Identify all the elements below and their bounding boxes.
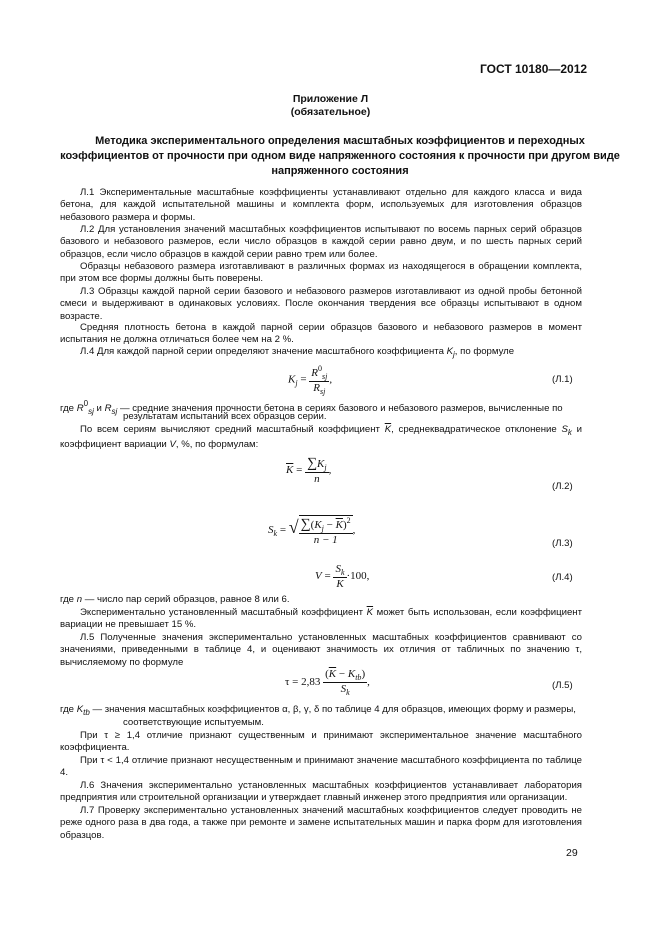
f2-n: n <box>314 473 320 485</box>
f4-100: ·100, <box>346 570 370 583</box>
f5-kk: k <box>346 688 350 697</box>
f3-j: j <box>321 524 324 533</box>
sqrt-icon: √ <box>288 517 299 538</box>
f5-comma: , <box>367 676 370 689</box>
f3-s: S <box>268 524 274 537</box>
f2-j: j <box>324 463 327 472</box>
paragraph-experimental <box>60 607 582 632</box>
f5-num: $(\overline{K} - K_{tb})$ <box>325 668 366 682</box>
f1-fraction <box>309 364 329 396</box>
w2-n: n <box>76 594 83 605</box>
where-l1-cont: результатам испытаний всех образцов серии. <box>123 411 327 422</box>
f4-s: S <box>335 563 341 575</box>
f1-r: R <box>313 382 321 394</box>
w3-k: K <box>76 704 84 715</box>
w2-a: где <box>60 594 75 605</box>
w1-text: — средние значения прочности бетона в сериях базового и небазового размеров, вычисленные по <box>119 403 563 414</box>
j-subscript: j <box>453 350 455 359</box>
w3-tb: tb <box>83 708 90 717</box>
l4-lead: Л.4 Для каждой парной серии определяют значение масштабного коэффициента <box>80 346 444 357</box>
p7-kbar: $\overline{K}$ <box>384 424 392 435</box>
f2-eq: = <box>296 464 303 477</box>
paragraph-tau-lt: При τ < 1,4 отличие признают несущественным и принимают значение масштабного коэффициента по таблице 4. <box>60 755 582 779</box>
p7-s: S <box>561 424 568 435</box>
f1-sj0: sj <box>322 372 328 381</box>
f2-k: K <box>317 458 325 470</box>
paragraph-l4 <box>60 346 582 361</box>
paragraph-l3: Л.3 Образцы каждой парной серии базового и небазового размеров изготавливают из одной пробы бетонной смеси и выдерживают в одинаковых условиях. После окончания твердения все образцы испытывают в одном возрасте. <box>60 286 582 322</box>
f2-sum: ∑ <box>307 456 318 471</box>
f3-den: n − 1 <box>313 534 338 546</box>
formula-l4 <box>315 563 369 590</box>
f1-r0: R <box>311 367 319 379</box>
f1-j: j <box>295 378 298 388</box>
annex-title: Приложение Л <box>292 93 369 105</box>
f3-comma: , <box>352 524 356 537</box>
f1-num <box>309 364 329 382</box>
w2-text: — число пар серий образцов, равное 8 или 6. <box>84 594 290 605</box>
page-number: 29 <box>566 847 578 859</box>
formula-l5 <box>285 668 370 697</box>
f2-kbar: $\overline{K}$ <box>286 464 294 477</box>
paragraph-density: Средняя плотность бетона в каждой парной серии образцов базового и небазового размеров в момент испытания не должна отличаться более чем на 2 %. <box>60 322 582 346</box>
paragraph-l1: Л.1 Экспериментальные масштабные коэффициенты устанавливают отдельно для каждого класса и вида бетона, для каждой испытательной машины и комплекта форм, используемых для изготовления образцов небазового размера и формы. <box>60 187 582 223</box>
f5-den <box>323 683 367 697</box>
p8-b: может быть использован, если коэффициент вариации не превышает 15 %. <box>60 607 582 631</box>
paragraph-tau-ge: При τ ≥ 1,4 отличие признают существенным и принимают экспериментальное значение масштабного коэффициента. <box>60 730 582 754</box>
p7-k: k <box>567 428 572 437</box>
f2-fraction <box>305 456 329 485</box>
w1-a: где <box>60 403 75 414</box>
w3-text: — значения масштабных коэффициентов α, β, γ, δ по таблице 4 для образцов, имеющих форму и размеры, <box>92 704 576 715</box>
f1-zero: 0 <box>318 364 323 373</box>
p7-v: V <box>169 439 176 451</box>
w1-sj: sj <box>111 407 118 416</box>
w3-a: где <box>60 704 75 715</box>
eq-number-l4: (Л.4) <box>552 572 573 583</box>
f5-kbar: $\overline{K}$ <box>328 668 337 680</box>
f4-v: V <box>315 570 322 583</box>
f3-eq: = <box>279 524 287 537</box>
eq-number-l2: (Л.2) <box>552 481 573 492</box>
eq-number-l3: (Л.3) <box>552 538 573 549</box>
f5-fraction <box>323 668 367 697</box>
w1-sj0: sj <box>88 407 94 416</box>
f4-fraction <box>333 563 346 590</box>
f1-den <box>309 382 329 396</box>
f4-eq: = <box>324 570 331 583</box>
k-symbol: K <box>446 346 454 357</box>
section-title: Методика экспериментального определения масштабных коэффициентов и переходных коэффициентов от прочности при одном виде напряженного состояния к прочности при другом виде напряженного состояния <box>60 135 620 177</box>
f5-tb: tb <box>355 673 362 682</box>
l4-tail: , по формуле <box>454 346 515 357</box>
p7-a: По всем сериям вычисляют средний масштабный коэффициент <box>80 424 380 435</box>
f3-sum: ∑ <box>300 517 311 532</box>
f1-eq: = <box>300 373 307 386</box>
f4-kbar: K <box>336 578 344 590</box>
f1-sj: sj <box>320 387 326 396</box>
eq-number-l5: (Л.5) <box>552 680 573 691</box>
f2-comma: , <box>328 464 332 477</box>
annex-status: (обязательное) <box>290 106 371 118</box>
f3-kbar: $\overline{K}$ <box>335 519 343 531</box>
p8-a: Экспериментально установленный масштабный коэффициент <box>80 607 364 618</box>
w1-and: и <box>96 403 102 414</box>
f3-k1: K <box>314 519 322 531</box>
p8-kbar: $\overline{K}$ <box>366 607 374 618</box>
formula-l1 <box>288 364 332 396</box>
f3-num: $\sum(K_j - \overline{K})^2$ <box>300 516 351 533</box>
f1-comma: , <box>329 373 333 386</box>
p7-c: и коэффициент вариации <box>60 424 583 451</box>
f5-k: K <box>347 668 356 680</box>
paragraph-l2: Л.2 Для установления значений масштабных коэффициентов испытывают по восемь парных серий образцов базового и небазового размеров, если число образцов в каждой серии равно двум, и по шесть парных серий образцов, если число образцов в каждой серии равно трем или более. <box>60 224 582 260</box>
f1-k: K <box>288 373 296 386</box>
formula-l2 <box>286 456 331 485</box>
where-l3-cont: соответствующие испытуемым. <box>123 717 264 728</box>
f5-tau: τ = 2,83 <box>285 676 321 689</box>
w1-r: R <box>104 403 112 414</box>
f5-s: S <box>340 683 347 695</box>
paragraph-l7: Л.7 Проверку экспериментально установленных значений масштабных коэффициентов следует проводить не реже одного раза в два года, а также при ремонте и замене испытательных машин и парка форм для изготовления образцов. <box>60 805 582 841</box>
p7-b: , среднеквадратическое отклонение <box>391 424 557 435</box>
w1-zero: 0 <box>83 399 89 408</box>
f3-k: k <box>273 529 278 539</box>
paragraph-l5: Л.5 Полученные значения экспериментально установленных масштабных коэффициентов сравнивают со значениями, приведенными в таблице 4, и оценивают значимость их отличия от табличных по значению τ, вычисляемому по формуле <box>60 632 582 668</box>
document-code: ГОСТ 10180—2012 <box>480 62 588 76</box>
where-l2 <box>60 594 582 606</box>
w1-r0: R <box>76 403 84 414</box>
f4-num <box>333 563 346 578</box>
paragraph-l2-forms: Образцы небазового размера изготавливают в различных формах из находящегося в обращении комплекта, при этом все формы должны быть поверены. <box>60 261 582 285</box>
paragraph-averages <box>60 424 582 452</box>
f3-fraction <box>299 515 353 546</box>
eq-number-l1: (Л.1) <box>552 374 573 385</box>
f2-num <box>305 456 329 473</box>
f4-k: k <box>340 568 345 577</box>
paragraph-l6: Л.6 Значения экспериментально установленных масштабных коэффициентов устанавливает лаборатория предприятия или строительной организации и утверждает главный инженер этого предприятия или организации. <box>60 780 582 804</box>
formula-l3 <box>268 515 355 546</box>
p7-d: , %, по формулам: <box>175 439 259 451</box>
